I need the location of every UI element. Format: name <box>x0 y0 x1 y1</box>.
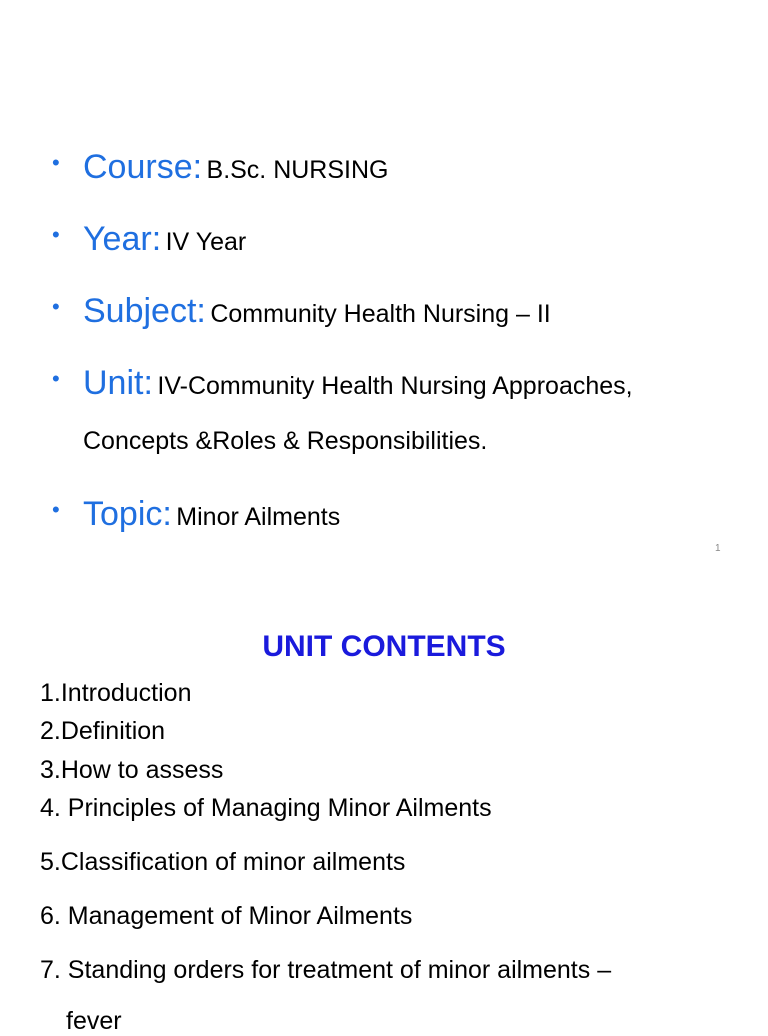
course-value: B.Sc. NURSING <box>206 156 389 184</box>
course-label: Course: <box>83 148 203 186</box>
contents-item: 3.How to assess <box>40 756 224 784</box>
bullet-dot: • <box>52 294 60 319</box>
bullet-dot: • <box>52 497 60 522</box>
subject-value: Community Health Nursing – II <box>210 300 551 328</box>
unit-value: IV-Community Health Nursing Approaches, <box>157 372 633 400</box>
page-number: 1 <box>715 543 721 554</box>
subject-label: Subject: <box>83 292 206 330</box>
bullet-dot: • <box>52 150 60 175</box>
unit-line <box>83 364 633 403</box>
unit-contents-title: UNIT CONTENTS <box>262 630 506 663</box>
year-value: IV Year <box>165 228 247 256</box>
bullet-dot: • <box>52 366 60 391</box>
bullet-dot: • <box>52 222 60 247</box>
topic-value: Minor Ailments <box>176 503 341 531</box>
contents-item: 1.Introduction <box>40 679 192 707</box>
contents-item: 2.Definition <box>40 717 166 745</box>
year-line <box>83 220 246 259</box>
contents-item: 5.Classification of minor ailments <box>40 848 406 876</box>
contents-item: fever <box>66 1007 122 1035</box>
topic-line <box>83 495 340 534</box>
year-label: Year: <box>83 220 162 258</box>
course-line <box>83 148 389 187</box>
unit-label: Unit: <box>83 364 153 402</box>
subject-line <box>83 292 551 331</box>
contents-item: 7. Standing orders for treatment of minor ailments – <box>40 956 612 984</box>
unit-continuation: Concepts &Roles & Responsibilities. <box>83 427 488 455</box>
topic-label: Topic: <box>83 495 172 533</box>
contents-item: 4. Principles of Managing Minor Ailments <box>40 794 492 822</box>
contents-item: 6. Management of Minor Ailments <box>40 902 413 930</box>
